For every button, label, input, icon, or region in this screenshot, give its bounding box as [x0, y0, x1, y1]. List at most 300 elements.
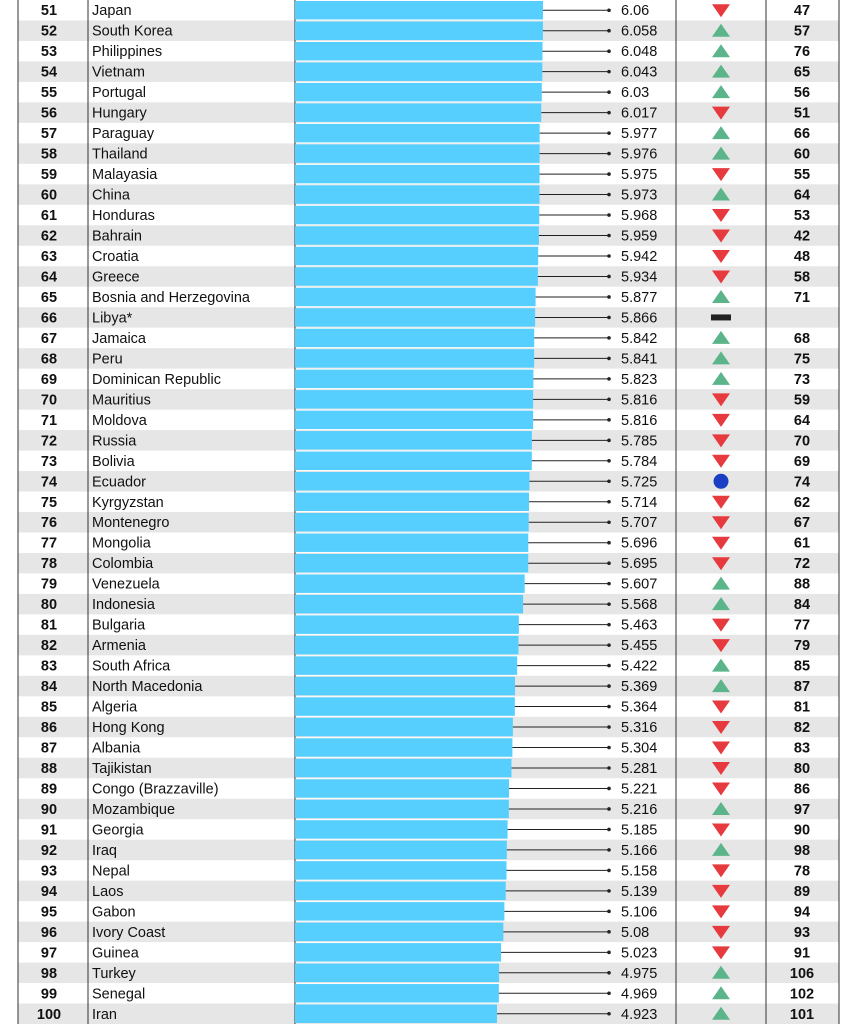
- previous-rank-label: 86: [793, 781, 811, 798]
- score-label: 5.216: [621, 801, 658, 818]
- score-label: 6.03: [621, 85, 650, 102]
- country-label: Ivory Coast: [92, 924, 166, 941]
- rank-label: 81: [40, 617, 58, 634]
- leader-dot: [607, 951, 611, 955]
- leader-dot: [607, 377, 611, 381]
- score-label: 5.316: [621, 720, 658, 737]
- rank-label: 64: [40, 269, 58, 286]
- rank-label: 83: [40, 658, 58, 675]
- leader-dot: [607, 1012, 611, 1016]
- score-label: 5.304: [621, 740, 658, 757]
- leader-dot: [607, 479, 611, 483]
- country-label: Guinea: [92, 945, 139, 962]
- leader-dot: [607, 193, 611, 197]
- leader-dot: [607, 766, 611, 770]
- rank-label: 80: [40, 597, 58, 614]
- leader-dot: [607, 991, 611, 995]
- country-label: Japan: [92, 3, 132, 20]
- leader-dot: [607, 746, 611, 750]
- bar-63: [295, 247, 538, 265]
- up-arrow-icon: [712, 659, 730, 672]
- rank-label: 90: [40, 801, 58, 818]
- bar-75: [295, 493, 529, 511]
- down-arrow-icon: [712, 823, 730, 836]
- previous-rank-label: 85: [793, 658, 811, 675]
- rank-label: 77: [40, 535, 58, 552]
- bar-69: [295, 370, 533, 388]
- country-label: Greece: [92, 269, 140, 286]
- bar-83: [295, 656, 517, 674]
- rank-label: 61: [40, 208, 58, 225]
- leader-dot: [607, 213, 611, 217]
- previous-rank-label: 78: [793, 863, 811, 880]
- leader-dot: [607, 500, 611, 504]
- previous-rank-label: 90: [793, 822, 811, 839]
- rank-label: 55: [40, 85, 58, 102]
- country-label: Thailand: [92, 146, 148, 163]
- bar-74: [295, 472, 529, 490]
- previous-rank-label: 58: [793, 269, 811, 286]
- rank-label: 75: [40, 494, 58, 511]
- bar-78: [295, 554, 528, 572]
- leader-dot: [607, 336, 611, 340]
- leader-dot: [607, 541, 611, 545]
- rank-label: 53: [40, 44, 58, 61]
- score-label: 5.023: [621, 945, 658, 962]
- bar-89: [295, 779, 509, 797]
- country-label: Iran: [92, 1006, 117, 1023]
- score-label: 5.607: [621, 576, 658, 593]
- leader-dot: [607, 664, 611, 668]
- score-label: 5.877: [621, 289, 658, 306]
- bar-91: [295, 820, 508, 838]
- bar-71: [295, 411, 533, 429]
- rank-label: 86: [40, 720, 58, 737]
- down-arrow-icon: [712, 864, 730, 877]
- rank-label: 89: [40, 781, 58, 798]
- down-arrow-icon: [712, 209, 730, 222]
- score-label: 5.106: [621, 904, 658, 921]
- leader-dot: [607, 172, 611, 176]
- previous-rank-label: 67: [793, 515, 811, 532]
- previous-rank-label: 68: [793, 330, 811, 347]
- rank-label: 97: [40, 945, 58, 962]
- bar-95: [295, 902, 504, 920]
- previous-rank-label: 91: [793, 945, 811, 962]
- previous-rank-label: 51: [793, 105, 811, 122]
- rank-label: 63: [40, 249, 58, 265]
- leader-dot: [607, 295, 611, 299]
- rank-label: 96: [40, 924, 58, 941]
- previous-rank-label: 87: [793, 679, 811, 696]
- bar-90: [295, 800, 509, 818]
- country-label: Albania: [92, 740, 141, 757]
- score-label: 5.139: [621, 883, 658, 900]
- bar-67: [295, 329, 534, 347]
- down-arrow-icon: [712, 742, 730, 755]
- score-label: 5.166: [621, 842, 658, 859]
- country-label: Malayasia: [92, 167, 158, 184]
- rank-label: 93: [40, 863, 58, 880]
- leader-dot: [607, 275, 611, 279]
- leader-dot: [607, 582, 611, 586]
- score-label: 4.969: [621, 986, 658, 1003]
- rank-label: 88: [40, 761, 58, 777]
- bar-72: [295, 431, 532, 449]
- country-label: Mozambique: [92, 801, 176, 818]
- rank-label: 76: [40, 515, 58, 532]
- score-label: 5.975: [621, 167, 658, 184]
- rank-label: 60: [40, 187, 58, 204]
- score-label: 5.696: [621, 535, 658, 552]
- score-label: 5.934: [621, 269, 658, 286]
- country-label: Peru: [92, 351, 123, 368]
- bar-82: [295, 636, 519, 654]
- down-arrow-icon: [712, 250, 730, 263]
- leader-dot: [607, 316, 611, 320]
- previous-rank-label: 71: [793, 289, 811, 306]
- country-label: Colombia: [92, 556, 154, 573]
- leader-dot: [607, 439, 611, 443]
- leader-dot: [607, 152, 611, 156]
- country-label: Bahrain: [92, 228, 142, 245]
- bar-54: [295, 62, 542, 80]
- rank-label: 56: [40, 105, 58, 122]
- country-label: China: [92, 187, 130, 204]
- previous-rank-label: 83: [793, 740, 811, 757]
- score-label: 6.06: [621, 3, 650, 20]
- down-arrow-icon: [712, 414, 730, 427]
- bar-92: [295, 841, 507, 859]
- country-label: Iraq: [92, 842, 117, 859]
- no-change-dot-icon: [714, 474, 729, 489]
- rank-label: 51: [40, 3, 58, 20]
- score-label: 5.942: [621, 249, 658, 265]
- previous-rank-label: 76: [793, 44, 811, 61]
- score-label: 5.977: [621, 126, 658, 143]
- bar-93: [295, 861, 507, 879]
- leader-dot: [607, 131, 611, 135]
- leader-dot: [607, 357, 611, 361]
- rank-label: 66: [40, 310, 58, 327]
- down-arrow-icon: [712, 496, 730, 509]
- rank-label: 98: [40, 965, 58, 982]
- bar-100: [295, 1005, 497, 1023]
- down-arrow-icon: [712, 946, 730, 959]
- bar-94: [295, 882, 506, 900]
- bar-99: [295, 984, 499, 1002]
- leader-dot: [607, 70, 611, 74]
- bar-51: [295, 1, 543, 19]
- previous-rank-label: 97: [793, 801, 811, 818]
- previous-rank-label: 74: [793, 474, 811, 491]
- bar-77: [295, 533, 528, 551]
- rank-label: 65: [40, 289, 58, 306]
- country-label: South Korea: [92, 23, 173, 40]
- previous-rank-label: 47: [793, 3, 811, 20]
- new-entry-dash-icon: [711, 314, 731, 320]
- bar-70: [295, 390, 533, 408]
- bar-76: [295, 513, 529, 531]
- up-arrow-icon: [712, 331, 730, 344]
- score-label: 4.975: [621, 965, 658, 982]
- country-label: Senegal: [92, 986, 146, 1003]
- country-label: Congo (Brazzaville): [92, 781, 219, 798]
- country-label: Hungary: [92, 105, 147, 122]
- previous-rank-label: 61: [793, 535, 811, 552]
- score-label: 5.866: [621, 310, 658, 327]
- country-label: Croatia: [92, 249, 139, 265]
- down-arrow-icon: [712, 4, 730, 17]
- previous-rank-label: 75: [793, 351, 811, 368]
- country-label: Paraguay: [92, 126, 155, 143]
- score-label: 5.695: [621, 556, 658, 573]
- rank-label: 58: [40, 146, 58, 163]
- down-arrow-icon: [712, 168, 730, 181]
- score-label: 5.816: [621, 412, 658, 429]
- previous-rank-label: 59: [793, 392, 811, 409]
- previous-rank-label: 56: [793, 85, 811, 102]
- previous-rank-label: 70: [793, 433, 811, 450]
- rank-label: 73: [40, 453, 58, 470]
- score-label: 5.364: [621, 699, 658, 716]
- down-arrow-icon: [712, 905, 730, 918]
- country-label: Georgia: [92, 822, 144, 839]
- previous-rank-label: 53: [793, 208, 811, 225]
- previous-rank-label: 101: [789, 1006, 815, 1023]
- leader-dot: [607, 971, 611, 975]
- bar-85: [295, 697, 515, 715]
- country-label: South Africa: [92, 658, 171, 675]
- down-arrow-icon: [712, 782, 730, 795]
- bar-88: [295, 759, 511, 777]
- bar-61: [295, 206, 539, 224]
- score-label: 5.08: [621, 924, 650, 941]
- rank-label: 92: [40, 842, 58, 859]
- leader-dot: [607, 49, 611, 53]
- down-arrow-icon: [712, 455, 730, 468]
- country-label: Armenia: [92, 638, 146, 655]
- country-label: North Macedonia: [92, 679, 203, 696]
- bar-64: [295, 267, 538, 285]
- score-label: 5.369: [621, 679, 658, 696]
- score-label: 5.968: [621, 208, 658, 225]
- rank-label: 91: [40, 822, 58, 839]
- up-arrow-icon: [712, 372, 730, 385]
- bar-60: [295, 185, 539, 203]
- up-arrow-icon: [712, 577, 730, 590]
- leader-dot: [607, 869, 611, 873]
- bar-58: [295, 144, 540, 162]
- previous-rank-label: 102: [789, 986, 815, 1003]
- previous-rank-label: 89: [793, 883, 811, 900]
- country-label: Gabon: [92, 904, 136, 921]
- leader-dot: [607, 8, 611, 12]
- rank-label: 70: [40, 392, 58, 409]
- previous-rank-label: 55: [793, 167, 811, 184]
- leader-dot: [607, 807, 611, 811]
- previous-rank-label: 66: [793, 126, 811, 143]
- country-label: Bosnia and Herzegovina: [92, 289, 250, 306]
- bar-62: [295, 226, 539, 244]
- score-label: 5.841: [621, 351, 658, 368]
- score-label: 6.043: [621, 64, 658, 81]
- rank-label: 59: [40, 167, 58, 184]
- up-arrow-icon: [712, 85, 730, 98]
- score-label: 5.221: [621, 781, 658, 798]
- leader-dot: [607, 828, 611, 832]
- score-label: 5.568: [621, 597, 658, 614]
- rank-label: 79: [40, 576, 58, 593]
- rank-label: 57: [40, 126, 58, 143]
- down-arrow-icon: [712, 619, 730, 632]
- score-label: 5.422: [621, 658, 658, 675]
- score-label: 5.455: [621, 638, 658, 655]
- rank-label: 84: [40, 679, 58, 696]
- bar-52: [295, 21, 543, 39]
- previous-rank-label: 60: [793, 146, 811, 163]
- country-label: Mongolia: [92, 535, 151, 552]
- rank-label: 85: [40, 699, 58, 716]
- score-label: 5.785: [621, 433, 658, 450]
- leader-dot: [607, 889, 611, 893]
- score-label: 6.058: [621, 23, 658, 40]
- bar-84: [295, 677, 515, 695]
- country-label: Laos: [92, 883, 124, 900]
- country-label: Montenegro: [92, 515, 170, 532]
- previous-rank-label: 98: [793, 842, 811, 859]
- rank-label: 71: [40, 412, 58, 429]
- score-label: 5.707: [621, 515, 658, 532]
- leader-dot: [607, 787, 611, 791]
- rank-label: 99: [40, 986, 58, 1003]
- bar-57: [295, 124, 540, 142]
- leader-dot: [607, 90, 611, 94]
- rank-label: 95: [40, 904, 58, 921]
- score-label: 5.784: [621, 453, 658, 470]
- rank-label: 68: [40, 351, 58, 368]
- bar-68: [295, 349, 534, 367]
- leader-dot: [607, 602, 611, 606]
- rank-label: 69: [40, 371, 58, 388]
- score-label: 5.158: [621, 863, 658, 880]
- up-arrow-icon: [712, 290, 730, 303]
- country-label: Nepal: [92, 863, 130, 880]
- previous-rank-label: 42: [793, 228, 811, 245]
- score-label: 5.973: [621, 187, 658, 204]
- country-label: Jamaica: [92, 330, 146, 347]
- country-label: Libya*: [92, 310, 133, 327]
- score-label: 5.823: [621, 371, 658, 388]
- down-arrow-icon: [712, 537, 730, 550]
- leader-dot: [607, 459, 611, 463]
- leader-dot: [607, 910, 611, 914]
- score-label: 5.463: [621, 617, 658, 634]
- previous-rank-label: 81: [793, 699, 811, 716]
- score-label: 5.976: [621, 146, 658, 163]
- bar-53: [295, 42, 543, 60]
- country-label: Portugal: [92, 85, 147, 102]
- up-arrow-icon: [712, 44, 730, 57]
- bar-98: [295, 964, 499, 982]
- previous-rank-label: 106: [789, 965, 815, 982]
- bar-86: [295, 718, 513, 736]
- leader-dot: [607, 705, 611, 709]
- bar-59: [295, 165, 540, 183]
- previous-rank-label: 77: [793, 617, 811, 634]
- rank-label: 72: [40, 433, 58, 450]
- rank-label: 54: [40, 64, 58, 81]
- bar-96: [295, 923, 503, 941]
- country-label: Vietnam: [92, 64, 145, 81]
- previous-rank-label: 82: [793, 720, 811, 737]
- previous-rank-label: 62: [793, 494, 811, 511]
- previous-rank-label: 88: [793, 576, 811, 593]
- down-arrow-icon: [712, 701, 730, 714]
- previous-rank-label: 80: [793, 761, 811, 777]
- bar-65: [295, 288, 536, 306]
- country-label: Honduras: [92, 208, 155, 225]
- country-label: Bolivia: [92, 453, 135, 470]
- up-arrow-icon: [712, 986, 730, 999]
- leader-dot: [607, 418, 611, 422]
- rank-label: 94: [40, 883, 58, 900]
- score-label: 5.816: [621, 392, 658, 409]
- country-label: Bulgaria: [92, 617, 146, 634]
- rank-label: 62: [40, 228, 58, 245]
- previous-rank-label: 64: [793, 187, 811, 204]
- rank-label: 52: [40, 23, 58, 40]
- leader-dot: [607, 29, 611, 33]
- bar-87: [295, 738, 512, 756]
- country-label: Tajikistan: [92, 761, 152, 777]
- leader-dot: [607, 848, 611, 852]
- country-label: Moldova: [92, 412, 147, 429]
- leader-dot: [607, 623, 611, 627]
- country-label: Mauritius: [92, 392, 151, 409]
- rank-label: 67: [40, 330, 58, 347]
- previous-rank-label: 93: [793, 924, 811, 941]
- leader-dot: [607, 684, 611, 688]
- rank-label: 87: [40, 740, 58, 757]
- bar-80: [295, 595, 523, 613]
- country-label: Kyrgyzstan: [92, 494, 164, 511]
- previous-rank-label: 65: [793, 64, 811, 81]
- leader-dot: [607, 725, 611, 729]
- score-label: 5.725: [621, 474, 658, 491]
- country-label: Venezuela: [92, 576, 160, 593]
- previous-rank-label: 64: [793, 412, 811, 429]
- country-label: Hong Kong: [92, 720, 165, 737]
- leader-dot: [607, 234, 611, 238]
- bar-56: [295, 103, 541, 121]
- bar-97: [295, 943, 501, 961]
- bar-79: [295, 574, 525, 592]
- bar-55: [295, 83, 542, 101]
- country-label: Indonesia: [92, 597, 155, 614]
- rank-label: 100: [36, 1006, 62, 1023]
- previous-rank-label: 72: [793, 556, 811, 573]
- up-arrow-icon: [712, 126, 730, 139]
- leader-dot: [607, 398, 611, 402]
- rank-label: 74: [40, 474, 58, 491]
- leader-dot: [607, 254, 611, 258]
- leader-dot: [607, 561, 611, 565]
- score-label: 5.714: [621, 494, 658, 511]
- score-label: 5.281: [621, 761, 658, 777]
- bar-81: [295, 615, 519, 633]
- previous-rank-label: 94: [793, 904, 811, 921]
